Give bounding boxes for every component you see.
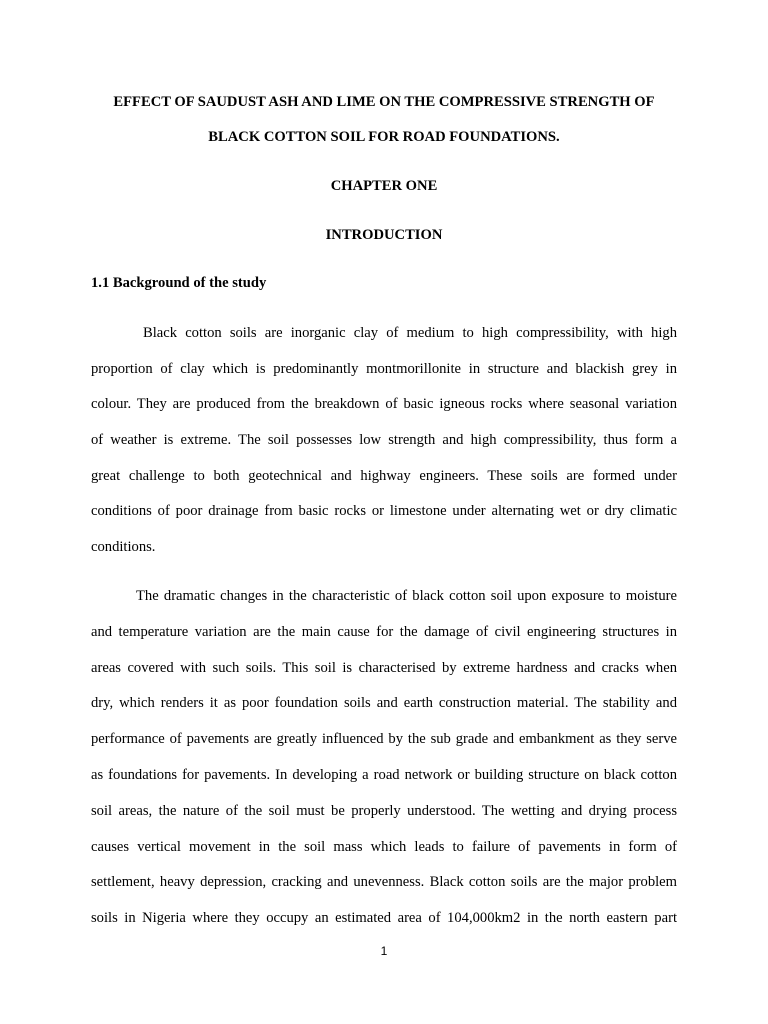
paragraph-line: conditions. — [91, 539, 156, 555]
paragraph-line: performance of pavements are greatly influenced by the sub grade and embankment as they serve — [91, 731, 677, 747]
paragraph-line: great challenge to both geotechnical and highway engineers. These soils are formed under — [91, 468, 677, 484]
document-title-line-2: BLACK COTTON SOIL FOR ROAD FOUNDATIONS. — [208, 129, 560, 145]
paragraph-line: areas covered with such soils. This soil is characterised by extreme hardness and cracks when — [91, 660, 677, 676]
chapter-heading: CHAPTER ONE — [330, 178, 438, 194]
paragraph-line: proportion of clay which is predominantly montmorillonite in structure and blackish grey in — [91, 361, 677, 377]
paragraph-line: dry, which renders it as poor foundation soils and earth construction material. The stability and — [91, 695, 677, 711]
paragraph-line: The dramatic changes in the characteristic of black cotton soil upon exposure to moisture — [136, 588, 677, 604]
document-title-line-1: EFFECT OF SAUDUST ASH AND LIME ON THE COMPRESSIVE STRENGTH OF — [113, 94, 655, 110]
page-number: 1 — [380, 944, 388, 958]
paragraph-line: conditions of poor drainage from basic rocks or limestone under alternating wet or dry climatic — [91, 503, 677, 519]
section-heading: 1.1 Background of the study — [91, 275, 267, 291]
paragraph-line: Black cotton soils are inorganic clay of medium to high compressibility, with high — [143, 325, 677, 341]
paragraph-line: as foundations for pavements. In developing a road network or building structure on black cotton — [91, 767, 677, 783]
paragraph-line: of weather is extreme. The soil possesses low strength and high compressibility, thus form a — [91, 432, 677, 448]
paragraph-line: soils in Nigeria where they occupy an estimated area of 104,000km2 in the north eastern part — [91, 910, 677, 926]
paragraph-line: and temperature variation are the main cause for the damage of civil engineering structures in — [91, 624, 677, 640]
paragraph-line: causes vertical movement in the soil mass which leads to failure of pavements in form of — [91, 839, 677, 855]
paragraph-line: soil areas, the nature of the soil must be properly understood. The wetting and drying process — [91, 803, 677, 819]
chapter-title: INTRODUCTION — [325, 227, 443, 243]
paragraph-line: colour. They are produced from the breakdown of basic igneous rocks where seasonal variation — [91, 396, 677, 412]
paragraph-line: settlement, heavy depression, cracking and unevenness. Black cotton soils are the major problem — [91, 874, 677, 890]
